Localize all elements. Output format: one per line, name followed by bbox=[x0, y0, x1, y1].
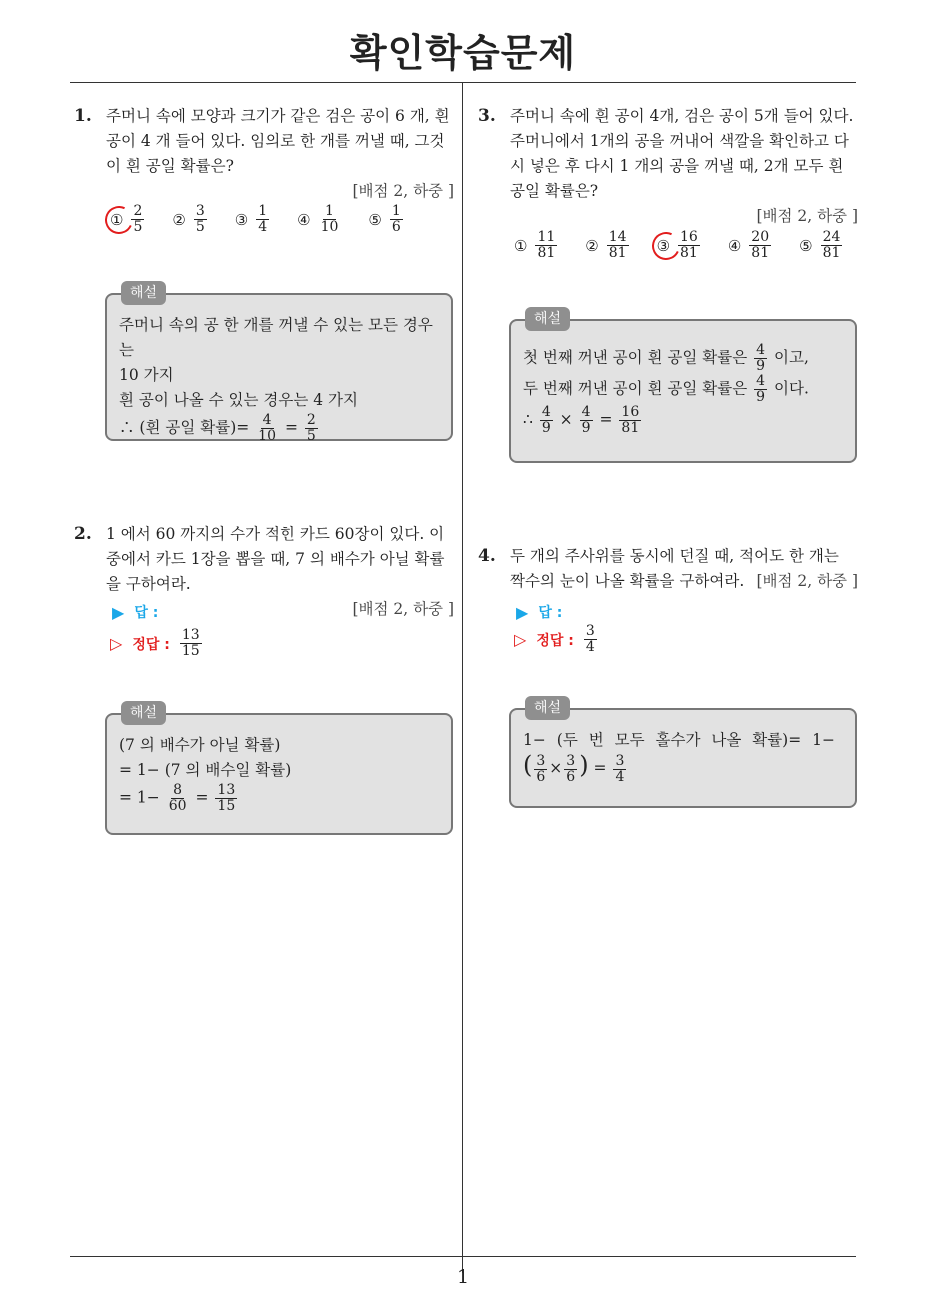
q3-text: 주머니 속에 흰 공이 4개, 검은 공이 5개 들어 있다. 주머니에서 1개의 공을 꺼내어 색깔을 확인하고 다시 넣은 후 다시 1 개의 공을 꺼낼 때, 2개 모두 흰 공일 확률은? bbox=[510, 107, 854, 200]
fraction: $\frac{3}{5}$ bbox=[195, 203, 205, 235]
fraction: $\frac{1}{6}$ bbox=[391, 203, 401, 235]
q4-meta: [배점 2, 하중 ] bbox=[756, 572, 858, 590]
q3-choice-1[interactable]: ① $\frac{11}{81}$ bbox=[514, 229, 556, 261]
q4-explanation-box bbox=[509, 700, 857, 808]
q2-answer-label: 답 : bbox=[134, 605, 159, 621]
q2-explain-formula: = 1− $\frac{8}{60}$ = $\frac{13}{15}$ bbox=[119, 782, 236, 814]
q4-text-block bbox=[510, 544, 858, 594]
top-rule bbox=[70, 82, 856, 83]
q1-text: 주머니 속에 모양과 크기가 같은 검은 공이 6 개, 흰 공이 4 개 들어 있다. 임의로 한 개를 꺼낼 때, 그것이 흰 공일 확률은? bbox=[106, 107, 450, 175]
q1-choice-2[interactable]: ② $\frac{3}{5}$ bbox=[172, 203, 205, 235]
q1-choice-4[interactable]: ④ $\frac{1}{10}$ bbox=[297, 203, 339, 235]
q3-choice-5[interactable]: ⑤ $\frac{24}{81}$ bbox=[799, 229, 841, 261]
q1-choice-5[interactable]: ⑤ $\frac{1}{6}$ bbox=[368, 203, 401, 235]
q3-choices bbox=[514, 230, 870, 261]
explanation-tag: 해설 bbox=[525, 696, 570, 720]
q3-number: 3. bbox=[478, 106, 496, 126]
q1-explain-line: 흰 공이 나올 수 있는 경우는 4 가지 bbox=[119, 391, 359, 409]
q2-meta: [배점 2, 하중 ] bbox=[352, 600, 454, 618]
q4-correct-row bbox=[514, 624, 599, 655]
q1-explanation-box bbox=[105, 285, 453, 444]
q2-number: 2. bbox=[74, 524, 92, 544]
explanation-tag: 해설 bbox=[525, 307, 570, 331]
q3-explain-formula: ∴ $\frac{4}{9}$ × $\frac{4}{9}$ = $\frac{16}{81}$ bbox=[523, 404, 640, 436]
outline-arrow-icon: ▷ bbox=[514, 630, 527, 649]
q2-explanation-box bbox=[105, 705, 453, 835]
q4-text: 두 개의 주사위를 동시에 던질 때, 적어도 한 개는 짝수의 눈이 나올 확률을 구하여라. bbox=[510, 547, 839, 590]
q3-explanation-box bbox=[509, 311, 857, 463]
q3-explain-line: 첫 번째 꺼낸 공이 흰 공일 확률은 $\frac{4}{9}$ 이고, bbox=[523, 342, 809, 374]
q2-explain-line: = 1− (7 의 배수일 확률) bbox=[119, 761, 292, 779]
q4-answer-row[interactable] bbox=[516, 602, 562, 622]
fraction: $\frac{2}{5}$ bbox=[133, 203, 143, 235]
q4-explain-formula: ( $\frac{3}{6}$ × $\frac{3}{6}$ ) = $\frac{3}{4}$ bbox=[523, 751, 625, 785]
q1-meta: [배점 2, 하중 ] bbox=[352, 182, 454, 200]
q3-explain-line: 두 번째 꺼낸 공이 흰 공일 확률은 $\frac{4}{9}$ 이다. bbox=[523, 373, 809, 405]
q2-answer-row[interactable] bbox=[112, 602, 158, 622]
q2-correct-value: $\frac{13}{15}$ bbox=[181, 627, 200, 659]
outline-arrow-icon: ▷ bbox=[110, 634, 123, 653]
q3-meta: [배점 2, 하중 ] bbox=[756, 207, 858, 225]
fraction: $\frac{16}{81}$ bbox=[680, 229, 698, 261]
q2-correct-label: 정답 : bbox=[132, 636, 170, 653]
fraction: $\frac{1}{10}$ bbox=[320, 203, 339, 235]
q3-choice-4[interactable]: ④ $\frac{20}{81}$ bbox=[727, 229, 770, 261]
play-arrow-icon: ▶ bbox=[112, 602, 125, 622]
q2-explain-line: (7 의 배수가 아닐 확률) bbox=[119, 736, 281, 754]
q3-text-block bbox=[510, 104, 858, 229]
q4-explain-line: 1− (두 번 모두 홀수가 나올 확률)= 1− bbox=[523, 731, 835, 749]
q4-answer-label: 답 : bbox=[538, 605, 563, 621]
q4-number: 4. bbox=[478, 546, 496, 566]
explanation-tag: 해설 bbox=[121, 701, 166, 725]
q1-choice-3[interactable]: ③ $\frac{1}{4}$ bbox=[234, 203, 268, 235]
q1-choice-1[interactable]: ① $\frac{2}{5}$ bbox=[110, 204, 146, 235]
q4-correct-value: $\frac{3}{4}$ bbox=[585, 623, 595, 655]
bottom-rule bbox=[70, 1256, 856, 1257]
q1-explain-line: 주머니 속의 공 한 개를 꺼낼 수 있는 모든 경우는 bbox=[119, 316, 433, 359]
page-number: 1 bbox=[456, 1266, 470, 1288]
q1-explain-formula: ∴ (흰 공일 확률)= $\frac{4}{10}$ = $\frac{2}{5}$ bbox=[119, 412, 316, 444]
q1-number: 1. bbox=[74, 106, 92, 126]
fraction: $\frac{14}{81}$ bbox=[608, 229, 627, 261]
fraction: $\frac{1}{4}$ bbox=[258, 203, 268, 235]
q1-explain-line: 10 가지 bbox=[119, 366, 174, 384]
explanation-tag: 해설 bbox=[121, 281, 166, 305]
fraction: $\frac{11}{81}$ bbox=[537, 229, 556, 261]
play-arrow-icon: ▶ bbox=[516, 602, 529, 622]
q1-choices bbox=[110, 204, 431, 235]
q1-text-block bbox=[106, 104, 454, 204]
q3-choice-3[interactable]: ③ $\frac{16}{81}$ bbox=[657, 230, 702, 261]
q3-choice-2[interactable]: ② $\frac{14}{81}$ bbox=[585, 229, 627, 261]
column-divider bbox=[462, 83, 463, 1273]
q2-text: 1 에서 60 까지의 수가 적힌 카드 60장이 있다. 이 중에서 카드 1장을 뽑을 때, 7 의 배수가 아닐 확률을 구하여라. bbox=[106, 525, 445, 593]
fraction: $\frac{24}{81}$ bbox=[822, 229, 841, 261]
q2-correct-row bbox=[110, 628, 204, 659]
page-title: 확인학습문제 bbox=[349, 31, 577, 75]
q4-correct-label: 정답 : bbox=[536, 632, 574, 649]
fraction: $\frac{20}{81}$ bbox=[751, 229, 770, 261]
